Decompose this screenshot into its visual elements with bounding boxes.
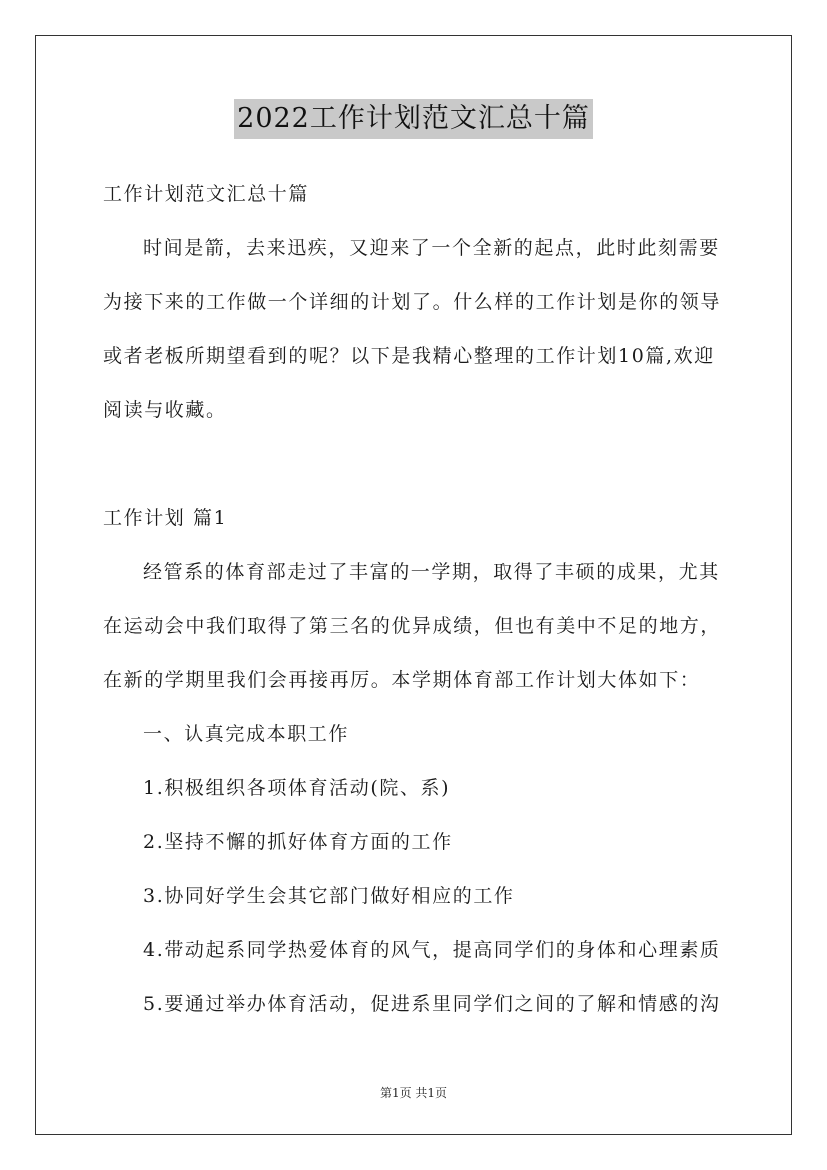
body-line-3: 在新的学期里我们会再接再厉。本学期体育部工作计划大体如下： <box>103 669 701 691</box>
subheading: 一、认真完成本职工作 <box>143 723 350 745</box>
section-heading: 工作计划 篇1 <box>103 507 228 529</box>
page-number-footer: 第1页 共1页 <box>379 1086 448 1100</box>
intro-line-3: 或者老板所期望看到的呢？以下是我精心整理的工作计划10篇,欢迎 <box>103 345 715 367</box>
list-item: 2.坚持不懈的抓好体育方面的工作 <box>143 831 453 853</box>
title-container <box>0 99 827 139</box>
intro-line-4: 阅读与收藏。 <box>103 399 227 421</box>
body-line-2: 在运动会中我们取得了第三名的优异成绩，但也有美中不足的地方， <box>103 615 722 637</box>
intro-line-1: 时间是箭，去来迅疾，又迎来了一个全新的起点，此时此刻需要 <box>143 237 720 259</box>
list-item: 5.要通过举办体育活动，促进系里同学们之间的了解和情感的沟 <box>143 993 721 1015</box>
list-item: 1.积极组织各项体育活动(院、系) <box>143 777 451 799</box>
list-item: 3.协同好学生会其它部门做好相应的工作 <box>143 885 515 907</box>
intro-line-2: 为接下来的工作做一个详细的计划了。什么样的工作计划是你的领导 <box>103 291 722 313</box>
document-subtitle: 工作计划范文汇总十篇 <box>103 183 310 205</box>
document-title: 2022工作计划范文汇总十篇 <box>234 99 593 139</box>
list-item: 4.带动起系同学热爱体育的风气，提高同学们的身体和心理素质 <box>143 939 721 961</box>
body-line-1: 经管系的体育部走过了丰富的一学期，取得了丰硕的成果，尤其 <box>143 561 720 583</box>
